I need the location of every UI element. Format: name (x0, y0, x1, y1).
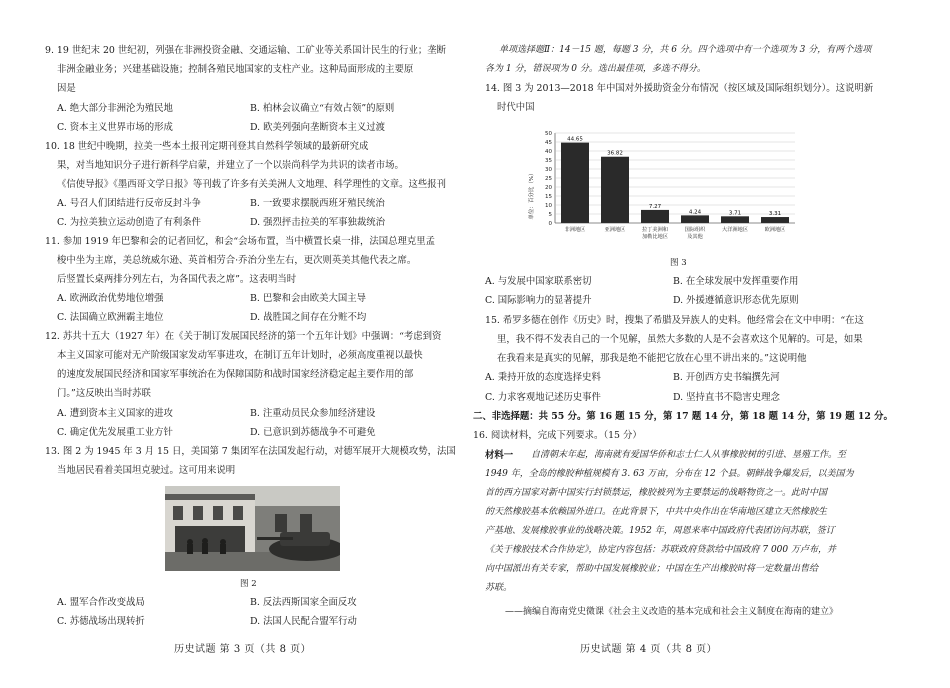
right-page-footer: 历史试题 第 4 页（共 8 页） (580, 644, 718, 655)
left-page-footer: 历史试题 第 3 页（共 8 页） (174, 644, 312, 655)
chart-x-tick-label: 大洋洲地区 (722, 227, 748, 233)
chart-bar (561, 143, 589, 223)
q9-option-d: D. 欧美列强向垄断资本主义过渡 (250, 122, 386, 133)
q12-stem-line4: 门。”这反映出当时苏联 (57, 388, 151, 399)
q9-stem-line2: 非洲金融业务；兴建基础设施；控制各殖民地国家的支柱产业。这种局面形成的主要原 (57, 64, 414, 75)
q10-stem-line2: 果，对当地知识分子进行新科学启蒙，并建立了一个以崇尚科学为共识的读者市场。 (57, 160, 404, 171)
q10-option-a: A. 号召人们团结进行反帝反封斗争 (57, 198, 201, 209)
q12-option-c: C. 确定优先发展重工业方针 (57, 427, 173, 438)
q10-option-d: D. 强烈抨击拉美的军事独裁统治 (250, 217, 386, 228)
q14-option-a: A. 与发展中国家联系密切 (485, 276, 592, 287)
q12-option-d: D. 已意识到苏德战争不可避免 (250, 427, 376, 438)
q13-option-a: A. 盟军合作改变战局 (57, 597, 145, 608)
q14-stem-line1: 14. 图 3 为 2013—2018 年中国对外援助资金分布情况（按区域及国际组织划分）。这说明新 (485, 83, 874, 94)
q16-material-line2: 1949 年，全岛的橡胶种植规模有 3. 63 万亩，分布在 12 个县。朝鲜战争爆发后，以美国为 (485, 469, 854, 479)
chart-data-label: 3.31 (768, 211, 782, 218)
q11-option-d: D. 战胜国之间存在分赃不均 (250, 312, 367, 323)
figure-2-photo (165, 486, 340, 571)
q15-stem-line1: 15. 希罗多德在创作《历史》时，搜集了希腊及异族人的史料。他经常会在文中申明：“在这 (485, 315, 864, 326)
chart-y-tick-label: 35 (545, 158, 552, 164)
figure-2-caption: 图 2 (240, 579, 257, 589)
q12-stem-line2: 本主义国家可能对无产阶级国家发动军事进攻，在制订五年计划时，必须高度重视以最快 (57, 350, 423, 361)
chart-x-tick-label: 国际组织 (684, 227, 706, 233)
q16-stem: 16. 阅读材料，完成下列要求。（15 分） (473, 430, 642, 441)
q13-stem-line2: 当地居民看着美国坦克驶过。这可用来说明 (57, 465, 236, 476)
chart-y-tick-label: 0 (548, 221, 552, 227)
q13-option-c: C. 苏德战场出现转折 (57, 616, 145, 627)
q13-stem-line1: 13. 图 2 为 1945 年 3 月 15 日，美国第 7 集团军在法国发起行动，对德军展开大规模攻势，法国 (45, 446, 456, 457)
q16-material-line7: 向中国派出有关专家，帮助中国发展橡胶业；中国在生产出橡胶时将一定数量出售给 (485, 564, 819, 574)
q11-option-b: B. 巴黎和会由欧美大国主导 (250, 293, 366, 304)
chart-bar (641, 210, 669, 223)
q14-option-d: D. 外援遵循意识形态优先原则 (673, 295, 799, 306)
chart-x-tick-label: 亚洲地区 (604, 227, 626, 233)
q9-option-b: B. 柏林会议确立“有效占领”的原则 (250, 103, 395, 114)
q10-option-c: C. 为拉美独立运动创造了有利条件 (57, 217, 202, 228)
q15-option-d: D. 坚持直书不隐害史理念 (673, 392, 780, 403)
chart-data-label: 44.65 (567, 136, 583, 143)
q11-option-c: C. 法国确立欧洲霸主地位 (57, 312, 164, 323)
q16-material-line3: 首的西方国家对新中国实行封锁禁运，橡胶被列为主要禁运的战略物资之一。此时中国 (485, 488, 828, 498)
q11-stem-line3: 后竖置长桌两排分列左右，为各国代表之席”。这表明当时 (57, 274, 297, 285)
q15-option-a: A. 秉持开放的态度选择史料 (485, 372, 601, 383)
q16-material-line1: 自清朝末年起，海南就有爱国华侨和志士仁人从事橡胶树的引进、垦殖工作。至 (531, 450, 847, 460)
q9-stem-line3: 因是 (57, 83, 76, 94)
q12-stem-line3: 的速度发展国民经济和国家军事统治在为保障国防和战时国家经济稳定起主要作用的部 (57, 369, 414, 380)
q16-material-source: ——摘编自海南党史微课《社会主义改造的基本完成和社会主义制度在海南的建立》 (505, 607, 839, 617)
chart-y-tick-label: 50 (545, 131, 552, 137)
q12-option-b: B. 注重动员民众参加经济建设 (250, 408, 376, 419)
q9-option-a: A. 绝大部分非洲沦为殖民地 (57, 103, 173, 114)
q15-stem-line2: 里，我不得不发表自己的一个见解，虽然大多数的人是不会喜欢这个见解的。可是，如果 (497, 334, 863, 345)
q13-option-b: B. 反法西斯国家全面反攻 (250, 597, 357, 608)
chart-data-label: 3.71 (728, 210, 742, 217)
q9-option-c: C. 资本主义世界市场的形成 (57, 122, 173, 133)
chart-data-label: 7.27 (648, 203, 662, 210)
q16-material-line5: 产基地、发展橡胶事业的战略决策。1952 年，周恩来率中国政府代表团访问苏联，签订 (485, 526, 835, 536)
chart-y-tick-label: 15 (545, 194, 552, 200)
q10-stem-line1: 10. 18 世纪中晚期，拉美一些本土报刊定期刊登其自然科学领域的最新研究成 (45, 141, 369, 152)
chart-y-tick-label: 5 (548, 212, 552, 218)
figure-3-bar-chart (525, 123, 805, 248)
tank-street-scene-image (165, 486, 340, 571)
chart-data-label: 36.82 (607, 150, 623, 157)
chart-bar (761, 217, 789, 223)
q15-stem-line3: 在我看来是真实的见解，那我是绝不能把它放在心里不讲出来的。”这说明他 (497, 353, 807, 364)
section-header-line1: 单项选择题Ⅱ：14－15 题，每题 3 分，共 6 分。四个选项中有一个选项为 3 分，有两个选项 (499, 45, 872, 55)
chart-data-label: 4.24 (688, 209, 702, 216)
chart-x-tick-label: 拉丁美洲和 (642, 227, 668, 233)
q15-option-c: C. 力求客观地记述历史事件 (485, 392, 601, 403)
section-header-line2: 各为 1 分，错误项为 0 分。选出最佳项，多选不得分。 (485, 64, 706, 74)
chart-x-tick-label: 加勒比地区 (642, 234, 668, 240)
q11-stem-line2: 梭中坐为主席，美总统威尔逊、英首相劳合·乔治分坐左右，更次则英美其他代表之席。 (57, 255, 417, 266)
q10-stem-line3: 《信使导报》《墨西哥文学日报》等刊载了许多有关美洲人文地理、科学理性的文章。这些报刊 (57, 179, 447, 190)
chart-y-tick-label: 20 (545, 185, 552, 191)
q10-option-b: B. 一致要求摆脱西班牙殖民统治 (250, 198, 385, 209)
chart-y-tick-label: 10 (545, 203, 552, 209)
chart-x-tick-label: 及其他 (687, 234, 703, 240)
q12-option-a: A. 遭到资本主义国家的进攻 (57, 408, 173, 419)
q14-stem-line2: 时代中国 (497, 102, 535, 113)
chart-x-axis (555, 223, 795, 240)
q16-material-line8: 苏联。 (485, 583, 513, 593)
q11-option-a: A. 欧洲政治优势地位增强 (57, 293, 164, 304)
q14-option-c: C. 国际影响力的显著提升 (485, 295, 592, 306)
q12-stem-line1: 12. 苏共十五大（1927 年）在《关于制订发展国民经济的第一个五年计划》中强调：“考虑到资 (45, 331, 442, 342)
chart-y-tick-label: 30 (545, 167, 552, 173)
chart-x-tick-label: 非洲地区 (564, 227, 586, 233)
chart-bar (601, 157, 629, 223)
q13-option-d: D. 法国人民配合盟军行动 (250, 616, 357, 627)
q15-option-b: B. 开创西方史书编撰先河 (673, 372, 780, 383)
chart-y-tick-label: 25 (545, 176, 552, 182)
chart-bar (681, 215, 709, 223)
q14-option-b: B. 在全球发展中发挥重要作用 (673, 276, 799, 287)
q16-material-line4: 的天然橡胶基本依赖国外进口。在此背景下，中共中央作出在华南地区建立天然橡胶生 (485, 507, 828, 517)
q16-material-label: 材料一 (485, 450, 514, 461)
figure-3-caption: 图 3 (670, 258, 687, 268)
section-2-heading: 二、非选择题：共 55 分。第 16 题 15 分，第 17 题 14 分，第 18 题 14 分，第 19 题 12 分。 (473, 411, 893, 422)
q16-material-line6: 《关于橡胶技术合作协定》，协定内容包括：苏联政府贷款给中国政府 7 000 万卢布，并 (485, 545, 836, 555)
chart-y-tick-label: 40 (545, 149, 552, 155)
chart-y-tick-label: 45 (545, 140, 552, 146)
q9-stem-line1: 9. 19 世纪末 20 世纪初，列强在非洲投资金融、交通运输、工矿业等关系国计民生的行业；垄断 (45, 45, 446, 56)
chart-bar (721, 216, 749, 223)
q11-stem-line1: 11. 参加 1919 年巴黎和会的记者回忆，和会“会场布置，当中横置长桌一排，法国总理克里孟 (45, 236, 436, 247)
chart-bars (561, 137, 789, 223)
chart-x-tick-label: 欧洲地区 (764, 227, 786, 233)
chart-y-axis-label: 单位：百分比（%） (529, 170, 535, 220)
